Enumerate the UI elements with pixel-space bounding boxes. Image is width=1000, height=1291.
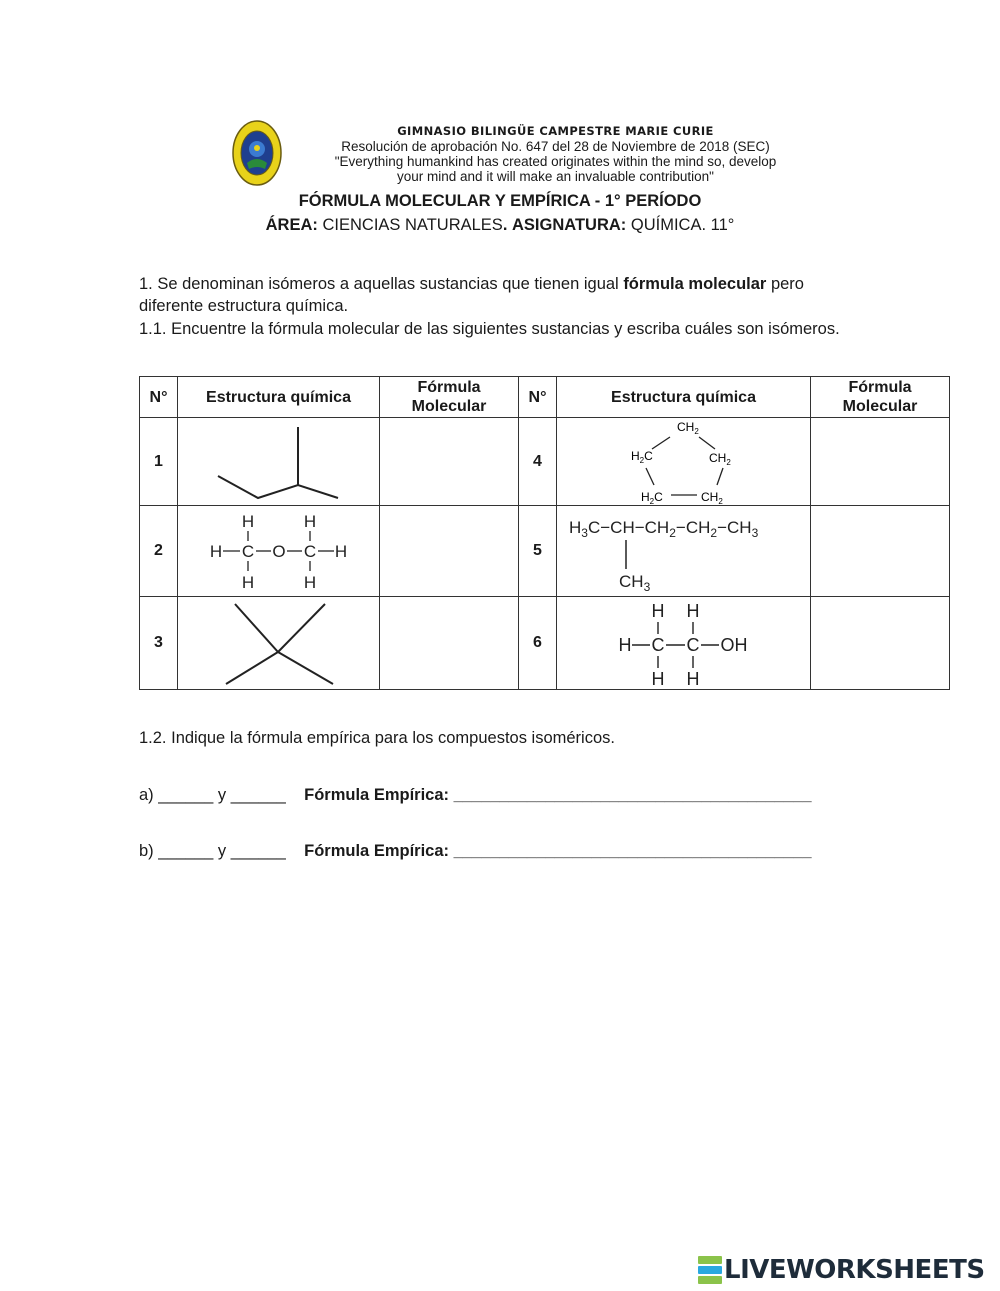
intro-paragraph-2: 1.1. Encuentre la fórmula molecular de las siguientes sustancias y escriba cuáles son isómeros.	[139, 320, 840, 338]
row-number-2: 2	[140, 506, 178, 597]
school-header	[288, 124, 823, 184]
header-formula-line-1: Fórmula	[417, 379, 481, 396]
svg-text:H: H	[686, 600, 700, 621]
svg-text:OH: OH	[720, 634, 748, 655]
formula-input-5[interactable]	[811, 506, 950, 597]
subject-value: QUÍMICA. 11°	[630, 216, 735, 234]
dimethyl-ether-structure	[178, 507, 379, 596]
svg-text:CH2: $CH_2$	[677, 419, 699, 436]
table-row	[140, 506, 950, 597]
area-dot: .	[502, 216, 508, 234]
answer-b-label: Fórmula Empírica:	[304, 842, 450, 860]
row-number-1: 1	[140, 418, 178, 506]
ethanol-structure	[557, 598, 810, 689]
svg-text:H3C−CH−CH2−CH2−CH3: $H_3C-CH-CH_2-CH_2-CH_3$	[569, 517, 759, 540]
svg-text:CH2: $CH_2$	[709, 450, 731, 467]
methylpentane-structure	[557, 507, 810, 596]
school-crest-logo	[231, 119, 283, 187]
svg-text:C: C	[241, 541, 255, 561]
table-row	[140, 418, 950, 506]
structure-3	[178, 597, 380, 690]
row-number-3: 3	[140, 597, 178, 690]
header-formula-1	[380, 377, 519, 418]
svg-text:CH3: $CH_3$	[619, 571, 651, 594]
structure-2	[178, 506, 380, 597]
svg-text:CH2: $CH_2$	[701, 489, 723, 505]
intro-text: 1. Se denominan isómeros a aquellas sustancias que tienen igual	[139, 275, 624, 293]
subject-label: ASIGNATURA:	[512, 216, 627, 234]
answer-b-line[interactable]: _______________________________________	[453, 842, 812, 860]
school-name: GIMNASIO BILINGÜE CAMPESTRE MARIE CURIE	[397, 124, 714, 138]
svg-text:H: H	[618, 634, 632, 655]
page-title: FÓRMULA MOLECULAR Y EMPÍRICA - 1° PERÍODO	[298, 192, 702, 210]
svg-text:H: H	[303, 572, 317, 592]
svg-text:C: C	[686, 634, 700, 655]
answer-a-label: Fórmula Empírica:	[304, 786, 450, 804]
svg-text:O: O	[272, 541, 286, 561]
answer-a-line[interactable]: _______________________________________	[453, 786, 812, 804]
school-resolution: Resolución de aprobación No. 647 del 28 de Noviembre de 2018 (SEC)	[341, 139, 770, 154]
structure-5	[557, 506, 811, 597]
header-num-2: N°	[519, 377, 557, 418]
row-number-5: 5	[519, 506, 557, 597]
intro-bold-term: fórmula molecular	[623, 275, 767, 293]
svg-text:H2C: $H_2C$	[631, 448, 653, 465]
intro-text-end: pero diferente estructura química.	[139, 275, 804, 315]
svg-text:C: C	[651, 634, 665, 655]
svg-text:C: C	[303, 541, 317, 561]
svg-text:H: H	[241, 572, 255, 592]
cyclopentane-structure	[557, 419, 810, 505]
structure-4	[557, 418, 811, 506]
page-subtitle	[0, 216, 1000, 235]
header-formula-2	[811, 377, 950, 418]
header-formula-line-1b: Fórmula	[848, 379, 912, 396]
formula-input-2[interactable]	[380, 506, 519, 597]
answer-line-a	[139, 786, 812, 805]
isomer-table	[139, 376, 950, 690]
answer-line-b	[139, 842, 812, 861]
area-value: CIENCIAS NATURALES	[322, 216, 503, 234]
formula-input-1[interactable]	[380, 418, 519, 506]
svg-text:H: H	[651, 668, 665, 689]
liveworksheets-brand	[698, 1255, 985, 1285]
intro-paragraph-1	[139, 273, 859, 317]
svg-text:H: H	[241, 511, 255, 531]
svg-text:H: H	[303, 511, 317, 531]
formula-input-4[interactable]	[811, 418, 950, 506]
school-motto-line-1: "Everything humankind has created originates within the mind so, develop	[334, 154, 777, 169]
table-header-row	[140, 377, 950, 418]
svg-text:H: H	[651, 600, 665, 621]
row-number-4: 4	[519, 418, 557, 506]
svg-text:H2C: $H_2C$	[641, 489, 663, 505]
header-formula-line-2b: Molecular	[842, 398, 918, 415]
header-structure-2: Estructura química	[557, 377, 811, 418]
skeletal-structure-1	[178, 419, 379, 505]
header-structure-1: Estructura química	[178, 377, 380, 418]
school-motto-line-2: your mind and it will make an invaluable contribution"	[397, 169, 714, 184]
liveworksheets-icon	[698, 1256, 722, 1284]
answer-b-blanks[interactable]: b) ______ y ______	[139, 842, 286, 860]
formula-input-6[interactable]	[811, 597, 950, 690]
table-row	[140, 597, 950, 690]
row-number-6: 6	[519, 597, 557, 690]
svg-text:H: H	[686, 668, 700, 689]
answer-a-blanks[interactable]: a) ______ y ______	[139, 786, 286, 804]
area-label: ÁREA:	[265, 216, 318, 234]
brand-name: LIVEWORKSHEETS	[724, 1255, 985, 1285]
structure-6	[557, 597, 811, 690]
svg-text:H: H	[334, 541, 348, 561]
header-num-1: N°	[140, 377, 178, 418]
header-formula-line-2: Molecular	[411, 398, 487, 415]
structure-1	[178, 418, 380, 506]
svg-text:H: H	[209, 541, 223, 561]
skeletal-structure-3	[178, 598, 379, 689]
formula-input-3[interactable]	[380, 597, 519, 690]
question-empirical: 1.2. Indique la fórmula empírica para los compuestos isoméricos.	[139, 729, 615, 747]
